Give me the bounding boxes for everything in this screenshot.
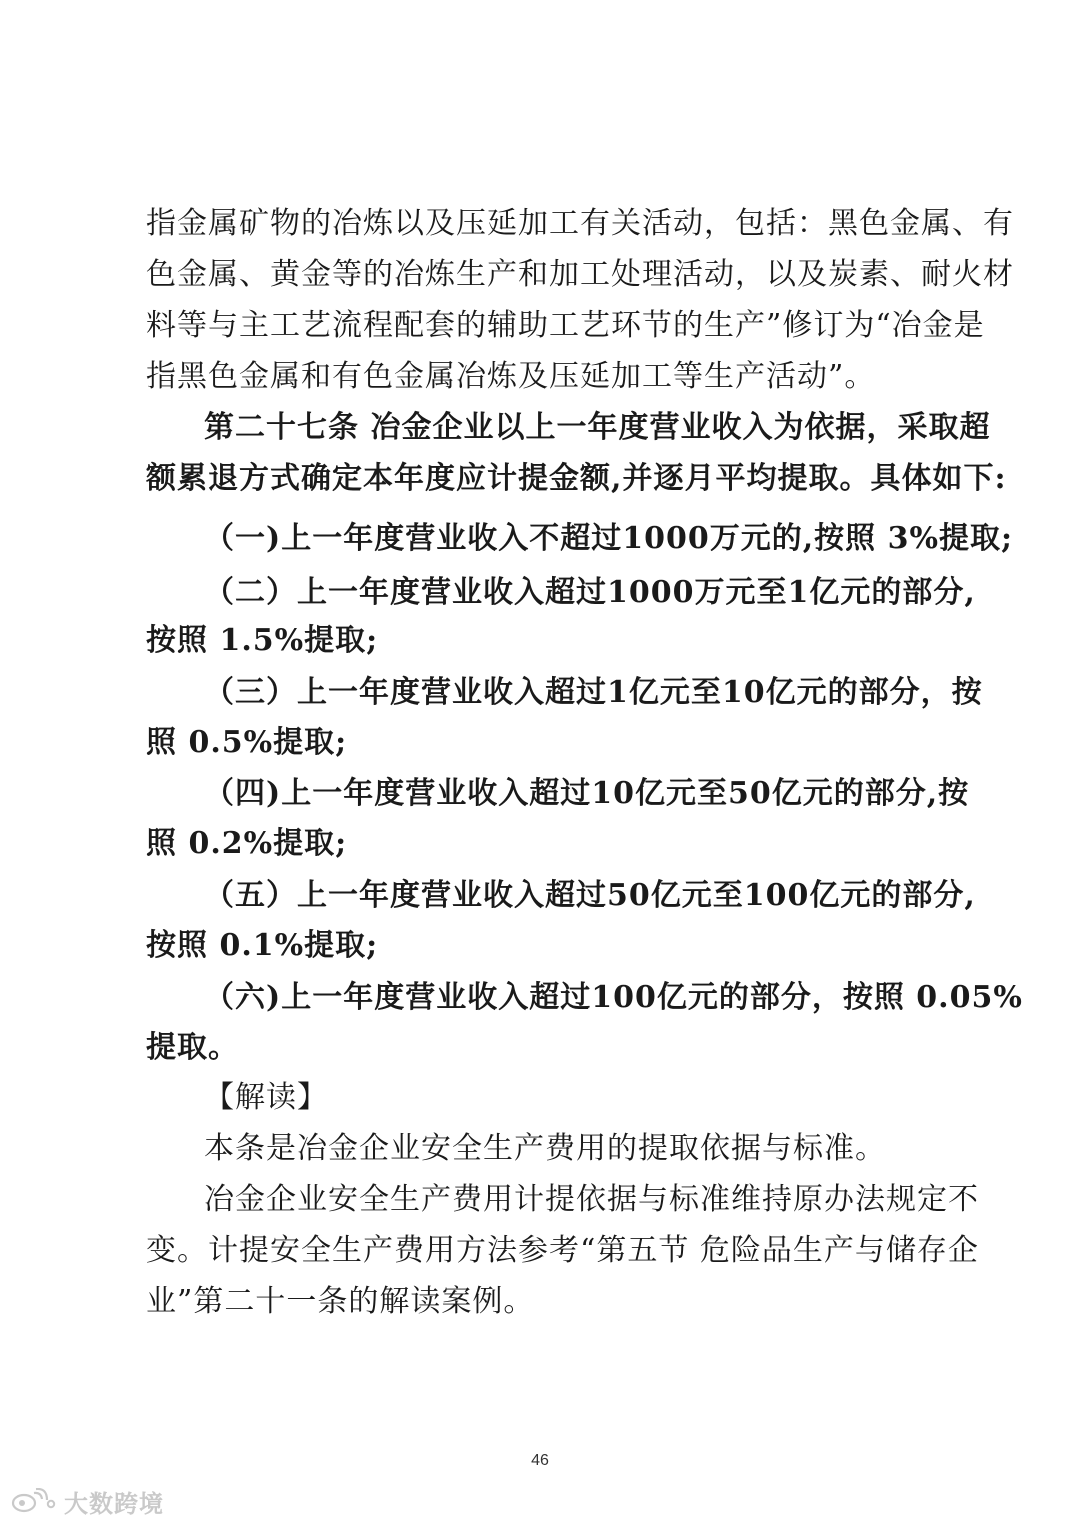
item-2-line-1: （二）上一年度营业收入超过1000万元至1亿元的部分, <box>204 575 976 610</box>
item-1-line-1: （一)上一年度营业收入不超过1000万元的,按照 3%提取; <box>204 521 1014 556</box>
item-6-line-1: （六)上一年度营业收入超过100亿元的部分，按照 0.05% <box>204 980 1023 1015</box>
article-heading-line-2: 额累退方式确定本年度应计提金额,并逐月平均提取。具体如下: <box>146 461 1007 496</box>
item-5-line-1: （五）上一年度营业收入超过50亿元至100亿元的部分, <box>204 878 976 913</box>
watermark <box>10 1486 164 1516</box>
article-heading-line-1: 第二十七条 冶金企业以上一年度营业收入为依据，采取超 <box>204 410 991 445</box>
item-2-line-2: 按照 1.5%提取; <box>146 623 379 658</box>
interpretation-heading: 【解读】 <box>204 1080 328 1115</box>
item-5-line-2: 按照 0.1%提取; <box>146 928 379 963</box>
interpretation-line-2: 冶金企业安全生产费用计提依据与标准维持原办法规定不 <box>204 1182 979 1217</box>
item-3-line-1: （三）上一年度营业收入超过1亿元至10亿元的部分，按 <box>204 675 983 710</box>
item-4-line-1: （四)上一年度营业收入超过10亿元至50亿元的部分,按 <box>204 776 970 811</box>
text-line-1: 指金属矿物的冶炼以及压延加工有关活动，包括：黑色金属、有 <box>146 206 1014 241</box>
item-3-line-2: 照 0.5%提取; <box>146 725 348 760</box>
item-6-line-2: 提取。 <box>146 1030 239 1065</box>
watermark-text: 大数跨境 <box>64 1489 164 1518</box>
weibo-style-logo-icon <box>10 1488 56 1514</box>
interpretation-line-3: 变。计提安全生产费用方法参考“第五节 危险品生产与储存企 <box>146 1233 979 1268</box>
item-4-line-2: 照 0.2%提取; <box>146 826 348 861</box>
text-line-4: 指黑色金属和有色金属冶炼及压延加工等生产活动”。 <box>146 359 876 394</box>
interpretation-line-1: 本条是冶金企业安全生产费用的提取依据与标准。 <box>204 1131 886 1166</box>
text-line-3: 料等与主工艺流程配套的辅助工艺环节的生产”修订为“冶金是 <box>146 308 985 343</box>
interpretation-line-4: 业”第二十一条的解读案例。 <box>146 1284 535 1319</box>
page-number: 46 <box>531 1452 549 1469</box>
text-line-2: 色金属、黄金等的冶炼生产和加工处理活动，以及炭素、耐火材 <box>146 257 1014 292</box>
